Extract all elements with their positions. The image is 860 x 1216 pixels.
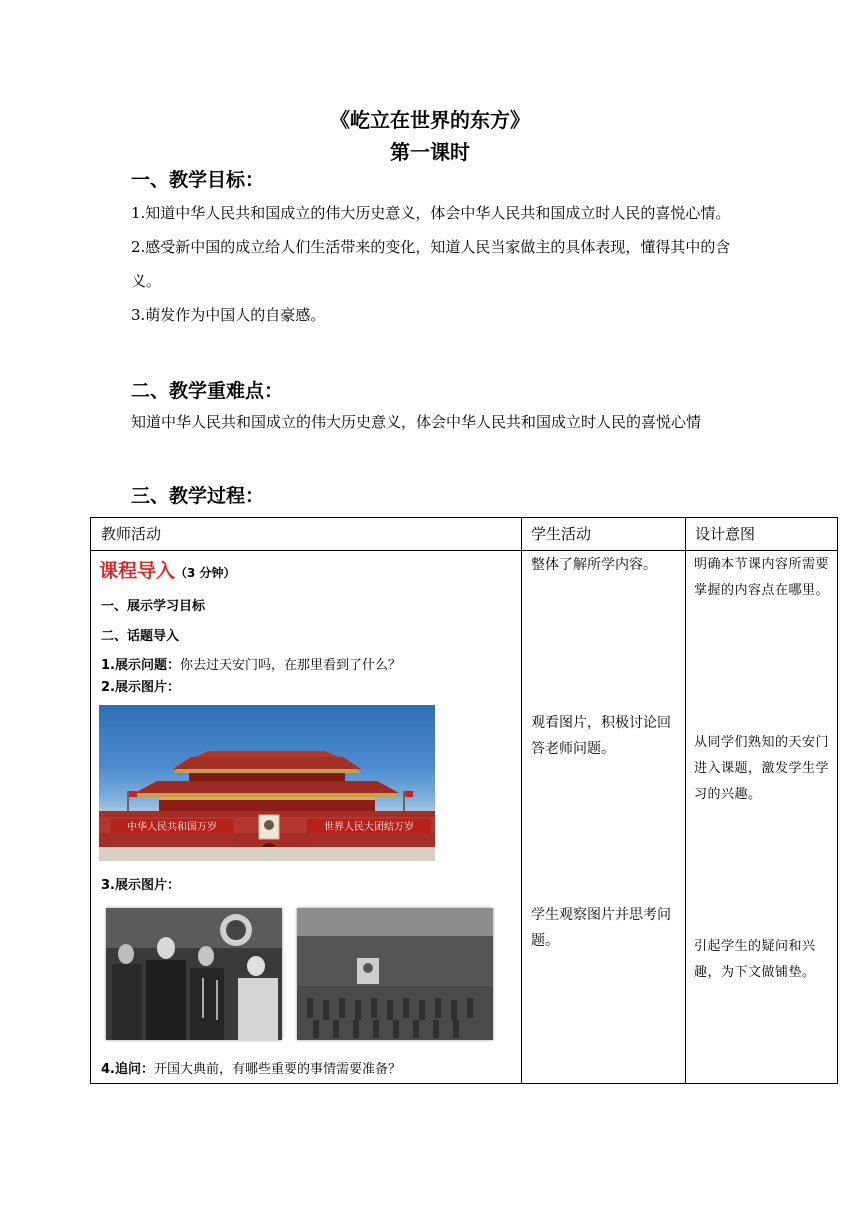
founding-ceremony-photo bbox=[106, 908, 282, 1040]
question-4 bbox=[101, 1058, 401, 1077]
intro-time: （3 分钟） bbox=[175, 566, 236, 580]
question-4-label: 4.追问： bbox=[101, 1062, 154, 1077]
tiananmen-photo bbox=[99, 705, 435, 861]
design-intent-3: 引起学生的疑问和兴趣，为下文做铺垫。 bbox=[694, 939, 816, 980]
military-parade-photo bbox=[297, 908, 493, 1040]
table-header-divider bbox=[91, 550, 837, 551]
table-divider bbox=[685, 518, 686, 1083]
header-design-intent: 设计意图 bbox=[695, 525, 756, 543]
keypoints-text bbox=[131, 405, 735, 439]
goal-item: 2.感受新中国的成立给人们生活带来的变化，知道人民当家做主的具体表现，懂得其中的含义。 bbox=[131, 238, 731, 290]
design-intent-2: 从同学们熟知的天安门进入课题，激发学生学习的兴趣。 bbox=[694, 735, 830, 802]
question-1 bbox=[101, 654, 401, 673]
student-activity-2: 观看图片，积极讨论回答老师问题。 bbox=[531, 715, 671, 757]
section-heading-process: 三、教学过程： bbox=[131, 485, 265, 507]
goal-item: 3.萌发作为中国人的自豪感。 bbox=[131, 306, 326, 324]
question-1-label: 1.展示问题： bbox=[101, 658, 180, 673]
intro-heading bbox=[99, 556, 236, 583]
banner-right-text: 世界人民大团结万岁 bbox=[324, 822, 414, 833]
design-intent-1: 明确本节课内容所需要掌握的内容点在哪里。 bbox=[694, 557, 830, 598]
keypoints-paragraph: 知道中华人民共和国成立的伟大历史意义，体会中华人民共和国成立时人民的喜悦心情 bbox=[131, 413, 702, 431]
section-heading-goals: 一、教学目标： bbox=[131, 169, 265, 191]
student-activity-3: 学生观察图片并思考问题。 bbox=[531, 907, 671, 949]
question-4-text: 开国大典前，有哪些重要的事情需要准备？ bbox=[153, 1062, 401, 1077]
table-divider bbox=[521, 518, 522, 1083]
header-student-activity: 学生活动 bbox=[531, 525, 592, 543]
document-title: 《屹立在世界的东方》 bbox=[330, 108, 530, 132]
document-subtitle: 第一课时 bbox=[390, 140, 470, 164]
goal-item: 1.知道中华人民共和国成立的伟大历史意义，体会中华人民共和国成立时人民的喜悦心情。 bbox=[131, 204, 731, 222]
header-teacher-activity: 教师活动 bbox=[101, 525, 162, 543]
question-1-text: 你去过天安门吗，在那里看到了什么？ bbox=[179, 658, 401, 673]
intro-title: 课程导入 bbox=[99, 560, 176, 582]
banner-left-text: 中华人民共和国万岁 bbox=[127, 822, 217, 833]
section-heading-keypoints: 二、教学重难点： bbox=[131, 380, 284, 402]
question-2-label: 2.展示图片： bbox=[101, 680, 180, 695]
step-topic-intro: 二、话题导入 bbox=[101, 629, 180, 644]
question-3-label: 3.展示图片： bbox=[101, 878, 180, 893]
goals-list bbox=[131, 196, 735, 332]
teaching-process-table bbox=[90, 517, 838, 1084]
step-show-goals: 一、展示学习目标 bbox=[101, 599, 206, 614]
student-activity-1: 整体了解所学内容。 bbox=[531, 557, 657, 573]
